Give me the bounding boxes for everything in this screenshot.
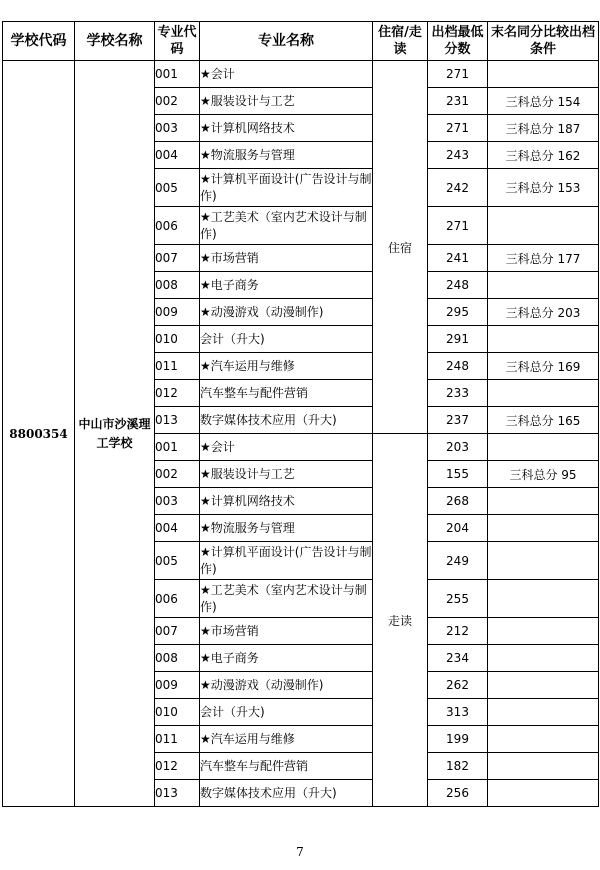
min-score-cell: 237 (428, 407, 488, 434)
condition-cell: 三科总分 154 (488, 88, 599, 115)
major-code-cell: 004 (155, 142, 200, 169)
major-name-cell: ★工艺美术（室内艺术设计与制作) (200, 580, 373, 618)
major-code-cell: 013 (155, 780, 200, 807)
min-score-cell: 313 (428, 699, 488, 726)
major-code-cell: 010 (155, 326, 200, 353)
condition-cell: 三科总分 203 (488, 299, 599, 326)
min-score-cell: 256 (428, 780, 488, 807)
header-major-code: 专业代码 (155, 22, 200, 61)
condition-cell (488, 61, 599, 88)
condition-cell (488, 326, 599, 353)
school-name-cell: 中山市沙溪理工学校 (75, 61, 155, 807)
major-code-cell: 012 (155, 753, 200, 780)
major-code-cell: 006 (155, 207, 200, 245)
condition-cell (488, 618, 599, 645)
min-score-cell: 199 (428, 726, 488, 753)
min-score-cell: 231 (428, 88, 488, 115)
min-score-cell: 212 (428, 618, 488, 645)
condition-cell: 三科总分 162 (488, 142, 599, 169)
school-code-cell: 8800354 (3, 61, 75, 807)
header-major-name: 专业名称 (200, 22, 373, 61)
major-code-cell: 007 (155, 245, 200, 272)
major-name-cell: 数字媒体技术应用（升大) (200, 780, 373, 807)
major-code-cell: 004 (155, 515, 200, 542)
major-code-cell: 007 (155, 618, 200, 645)
min-score-cell: 291 (428, 326, 488, 353)
boarding-cell: 走读 (373, 434, 428, 807)
condition-cell (488, 580, 599, 618)
condition-cell: 三科总分 177 (488, 245, 599, 272)
major-name-cell: ★计算机平面设计(广告设计与制作) (200, 169, 373, 207)
min-score-cell: 295 (428, 299, 488, 326)
major-code-cell: 011 (155, 353, 200, 380)
major-name-cell: ★物流服务与管理 (200, 142, 373, 169)
major-name-cell: ★服装设计与工艺 (200, 88, 373, 115)
min-score-cell: 243 (428, 142, 488, 169)
min-score-cell: 233 (428, 380, 488, 407)
major-code-cell: 002 (155, 88, 200, 115)
min-score-cell: 155 (428, 461, 488, 488)
header-row (3, 22, 599, 61)
condition-cell (488, 780, 599, 807)
major-name-cell: ★电子商务 (200, 645, 373, 672)
min-score-cell: 182 (428, 753, 488, 780)
condition-cell (488, 488, 599, 515)
min-score-cell: 249 (428, 542, 488, 580)
major-code-cell: 013 (155, 407, 200, 434)
min-score-cell: 255 (428, 580, 488, 618)
major-code-cell: 002 (155, 461, 200, 488)
header-min-score: 出档最低分数 (428, 22, 488, 61)
major-name-cell: 汽车整车与配件营销 (200, 380, 373, 407)
major-name-cell: 数字媒体技术应用（升大) (200, 407, 373, 434)
major-name-cell: ★服装设计与工艺 (200, 461, 373, 488)
min-score-cell: 248 (428, 272, 488, 299)
condition-cell (488, 753, 599, 780)
condition-cell (488, 645, 599, 672)
min-score-cell: 203 (428, 434, 488, 461)
admission-table (2, 21, 599, 807)
major-name-cell: ★汽车运用与维修 (200, 726, 373, 753)
min-score-cell: 271 (428, 115, 488, 142)
condition-cell (488, 434, 599, 461)
header-boarding: 住宿/走读 (373, 22, 428, 61)
header-school-code: 学校代码 (3, 22, 75, 61)
major-code-cell: 003 (155, 488, 200, 515)
boarding-cell: 住宿 (373, 61, 428, 434)
condition-cell: 三科总分 153 (488, 169, 599, 207)
major-name-cell: ★动漫游戏（动漫制作) (200, 299, 373, 326)
page-number: 7 (296, 845, 304, 859)
major-name-cell: ★计算机网络技术 (200, 488, 373, 515)
header-school-name: 学校名称 (75, 22, 155, 61)
condition-cell (488, 380, 599, 407)
min-score-cell: 241 (428, 245, 488, 272)
condition-cell (488, 272, 599, 299)
major-name-cell: 汽车整车与配件营销 (200, 753, 373, 780)
min-score-cell: 204 (428, 515, 488, 542)
major-code-cell: 006 (155, 580, 200, 618)
major-code-cell: 003 (155, 115, 200, 142)
min-score-cell: 271 (428, 207, 488, 245)
major-name-cell: ★计算机平面设计(广告设计与制作) (200, 542, 373, 580)
major-code-cell: 008 (155, 645, 200, 672)
condition-cell: 三科总分 165 (488, 407, 599, 434)
major-name-cell: 会计（升大) (200, 326, 373, 353)
condition-cell (488, 542, 599, 580)
table-row (3, 61, 599, 88)
major-code-cell: 010 (155, 699, 200, 726)
major-code-cell: 012 (155, 380, 200, 407)
condition-cell (488, 726, 599, 753)
major-code-cell: 001 (155, 61, 200, 88)
major-code-cell: 008 (155, 272, 200, 299)
major-name-cell: ★工艺美术（室内艺术设计与制作) (200, 207, 373, 245)
major-code-cell: 005 (155, 542, 200, 580)
major-name-cell: ★电子商务 (200, 272, 373, 299)
min-score-cell: 242 (428, 169, 488, 207)
condition-cell (488, 515, 599, 542)
min-score-cell: 248 (428, 353, 488, 380)
condition-cell: 三科总分 169 (488, 353, 599, 380)
min-score-cell: 234 (428, 645, 488, 672)
major-name-cell: 会计（升大) (200, 699, 373, 726)
major-code-cell: 001 (155, 434, 200, 461)
major-name-cell: ★计算机网络技术 (200, 115, 373, 142)
major-name-cell: ★会计 (200, 61, 373, 88)
major-code-cell: 009 (155, 299, 200, 326)
major-name-cell: ★汽车运用与维修 (200, 353, 373, 380)
condition-cell (488, 207, 599, 245)
min-score-cell: 271 (428, 61, 488, 88)
condition-cell (488, 699, 599, 726)
condition-cell: 三科总分 95 (488, 461, 599, 488)
condition-cell (488, 672, 599, 699)
major-name-cell: ★会计 (200, 434, 373, 461)
major-name-cell: ★市场营销 (200, 245, 373, 272)
header-condition: 末名同分比较出档条件 (488, 22, 599, 61)
min-score-cell: 268 (428, 488, 488, 515)
min-score-cell: 262 (428, 672, 488, 699)
major-code-cell: 011 (155, 726, 200, 753)
major-name-cell: ★市场营销 (200, 618, 373, 645)
major-code-cell: 005 (155, 169, 200, 207)
condition-cell: 三科总分 187 (488, 115, 599, 142)
major-code-cell: 009 (155, 672, 200, 699)
major-name-cell: ★动漫游戏（动漫制作) (200, 672, 373, 699)
major-name-cell: ★物流服务与管理 (200, 515, 373, 542)
